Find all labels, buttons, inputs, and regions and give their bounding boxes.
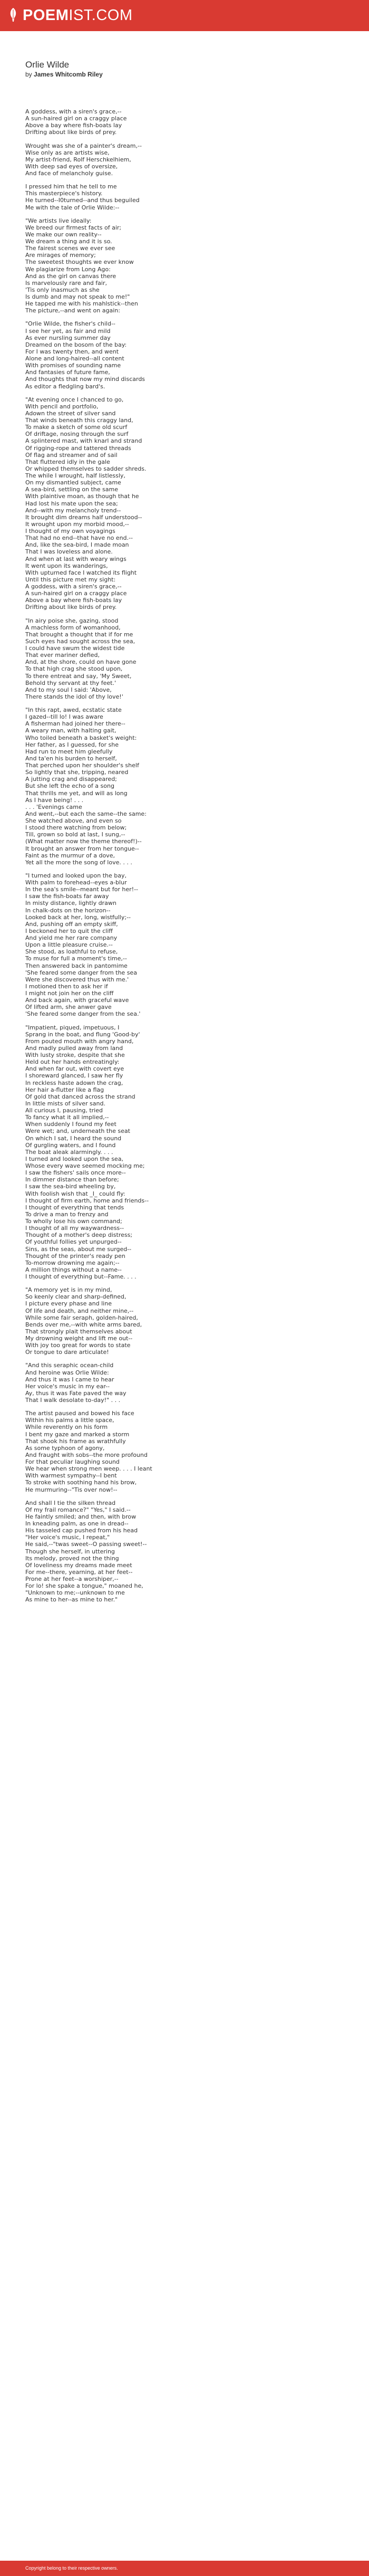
poem-line: To that high crag she stood upon, bbox=[25, 665, 123, 673]
poem-line: I picture every phase and line bbox=[25, 1300, 112, 1308]
copyright-notice: Copyright belong to their respective owners. bbox=[25, 2565, 118, 2571]
poem-line: Of gold that danced across the strand bbox=[25, 1093, 135, 1100]
poem-line: "I turned and looked upon the bay, bbox=[25, 872, 127, 879]
poem-byline bbox=[25, 71, 103, 79]
poem-line: For lo! she spake a tongue," moaned he, bbox=[25, 1582, 143, 1590]
stanza bbox=[25, 1410, 352, 1493]
poem-line: Of lifted arm, she anwer gave bbox=[25, 1004, 112, 1011]
poem-line: A weary man, with halting gait, bbox=[25, 727, 116, 734]
poem-line: The picture,--and went on again: bbox=[25, 307, 120, 314]
poem-line: A sun-haired girl on a craggy place bbox=[25, 590, 127, 597]
poem-line: (What matter now the theme thereof!)-- bbox=[25, 838, 142, 845]
poem-line: A splintered mast, with knarl and strand bbox=[25, 437, 142, 445]
poem-line: "We artists live ideally: bbox=[25, 217, 92, 224]
poem-line: I thought of all my waywardness-- bbox=[25, 1225, 124, 1232]
poem-line: I thought of my own voyagings bbox=[25, 528, 115, 535]
poem-line: He turned--I0turned--and thus beguiled bbox=[25, 197, 140, 204]
poem-line: I saw the fish-boats far away bbox=[25, 893, 109, 900]
poem-line: Of life and death, and neither mine,-- bbox=[25, 1307, 134, 1314]
poem-line: I bent my gaze and marked a storm bbox=[25, 1430, 130, 1438]
poem-line: And shall I tie the silken thread bbox=[25, 1499, 116, 1506]
poem-line: Who toiled beneath a basket's weight: bbox=[25, 734, 137, 741]
poem-line: I beckoned her to quit the cliff bbox=[25, 927, 113, 934]
logo-text-bold: POEM bbox=[23, 7, 69, 24]
poem-line: Faint as the murmur of a dove, bbox=[25, 852, 115, 859]
poem-line: To there entreat and say, 'My Sweet, bbox=[25, 672, 132, 680]
poem-line: And thus it was I came to hear bbox=[25, 1376, 114, 1383]
stanza bbox=[25, 108, 352, 136]
poem-line: I might not join her on the cliff bbox=[25, 990, 114, 997]
poem-line: He faintly smiled; and then, with brow bbox=[25, 1513, 137, 1520]
poem-line: "Impatient, piqued, impetuous, I bbox=[25, 1024, 120, 1031]
poem-line: We make our own reality-- bbox=[25, 231, 102, 238]
poem-line: Thought of a mother's deep distress; bbox=[25, 1232, 133, 1239]
poem-line: Above a bay where fish-boats lay bbox=[25, 597, 122, 604]
poem-line: As ever nursling summer day bbox=[25, 334, 111, 341]
poem-line: I thought of everything that tends bbox=[25, 1204, 124, 1211]
poem-line: And, like the sea-bird, I made moan bbox=[25, 541, 129, 549]
poem-line: On my dismantled subject, came bbox=[25, 479, 121, 486]
poem-line: Wise only as are artists wise, bbox=[25, 149, 110, 156]
stanza-gap bbox=[25, 866, 352, 872]
poem-line: And back again, with graceful wave bbox=[25, 997, 129, 1004]
poem-line: Though she herself, in uttering bbox=[25, 1548, 115, 1555]
poem-line: My artist-friend, Rolf Herschkelhiem, bbox=[25, 156, 131, 163]
stanza bbox=[25, 1362, 352, 1404]
stanza bbox=[25, 142, 352, 177]
stanza bbox=[25, 1286, 352, 1356]
stanza bbox=[25, 707, 352, 866]
poem-line: That fluttered idly in the gale bbox=[25, 458, 110, 465]
author-link[interactable]: James Whitcomb Riley bbox=[34, 71, 103, 78]
poem-line: "Her voice's music, I repeat," bbox=[25, 1534, 110, 1541]
poem-line: Within his palms a little space, bbox=[25, 1417, 114, 1424]
poem-line: It brought dim dreams half understood-- bbox=[25, 513, 142, 521]
poem-line: Had lost his mate upon the sea; bbox=[25, 500, 118, 507]
poem-line: "A memory yet is in my mind, bbox=[25, 1286, 112, 1294]
poem-line: Until this picture met my sight: bbox=[25, 576, 116, 583]
poem-line: And to my soul I said: 'Above, bbox=[25, 686, 112, 693]
poem-line: A million things without a name-- bbox=[25, 1266, 122, 1273]
byline-prefix: by bbox=[25, 71, 32, 78]
poem-line: The fairest scenes we ever see bbox=[25, 245, 115, 252]
poem-line: On which I sat, I heard the sound bbox=[25, 1134, 122, 1142]
stanza-gap bbox=[25, 700, 352, 707]
poem-line: She watched above, and even so bbox=[25, 817, 122, 824]
poem-line: We breed our firmest facts of air; bbox=[25, 224, 122, 231]
poem-line: Held out her hands entreatingly: bbox=[25, 1058, 120, 1066]
stanza-gap bbox=[25, 1404, 352, 1410]
poem-line: Or whipped themselves to sadder shreds. bbox=[25, 465, 147, 472]
poem-line: Till, grown so bold at last, I sung,-- bbox=[25, 831, 125, 838]
poem-line: For me--there, yearning, at her feet-- bbox=[25, 1568, 133, 1576]
poem-line: So lightly that she, tripping, neared bbox=[25, 769, 129, 776]
poem-line: In kneading palm, as one in dread-- bbox=[25, 1520, 129, 1527]
poem-line: For that peculiar laughing sound bbox=[25, 1458, 120, 1465]
poem-line: With warmest sympathy--I bent bbox=[25, 1472, 117, 1480]
poem-line: To-morrow drowning me again;-- bbox=[25, 1259, 120, 1266]
poem-line: Adown the street of silver sand bbox=[25, 409, 116, 417]
poem-line: There stands the idol of thy love!' bbox=[25, 693, 123, 700]
poem-line: And yield me her rare company bbox=[25, 934, 118, 941]
poem-line: I saw the fishers' sails once more-- bbox=[25, 1169, 126, 1177]
poem-line: That perched upon her shoulder's shelf bbox=[25, 762, 139, 769]
poem-line: I gazed--till lo! I was aware bbox=[25, 713, 103, 721]
poem-line: And as the girl on canvas there bbox=[25, 272, 116, 280]
poem-line: Sins, as the seas, about me surged-- bbox=[25, 1245, 132, 1253]
stanza bbox=[25, 1500, 352, 1604]
poem-line: The sweetest thoughts we ever know bbox=[25, 259, 134, 266]
stanza bbox=[25, 396, 352, 611]
poem-line: To drive a man to frenzy and bbox=[25, 1210, 109, 1218]
poem-line: I motioned then to ask her if bbox=[25, 982, 108, 990]
poem-line: "In airy poise she, gazing, stood bbox=[25, 617, 119, 624]
poem-line: All curious I, pausing, tried bbox=[25, 1107, 103, 1114]
poem-line: And fantasies of future fame, bbox=[25, 369, 110, 376]
stanza-gap bbox=[25, 390, 352, 396]
poem-line: I stood there watching from below; bbox=[25, 824, 127, 832]
poem-line: I see her yet, as fair and mild bbox=[25, 327, 111, 335]
poem-line: And when far out, with covert eye bbox=[25, 1065, 124, 1073]
poem-line: Of rigging-rope and tattered threads bbox=[25, 444, 131, 452]
poem-line: With lusty stroke, despite that she bbox=[25, 1052, 125, 1058]
logo-text bbox=[23, 7, 133, 23]
poem-line: Of flag and streamer and of sail bbox=[25, 451, 118, 459]
poem-line: The while I wrought, half listlessly, bbox=[25, 472, 125, 479]
poem-line: And went,--but each the same--the same: bbox=[25, 810, 147, 817]
poem-line: With upturned face I watched its flight bbox=[25, 569, 137, 576]
poem-line: It wrought upon my morbid mood,-- bbox=[25, 520, 129, 528]
poem-line: Drifting about like birds of prey. bbox=[25, 129, 117, 136]
poem-line: My drowning weight and lift me out-- bbox=[25, 1335, 133, 1342]
poem-line: Of gurgling waters, and I found bbox=[25, 1141, 116, 1149]
stanza bbox=[25, 320, 352, 389]
poem-line: And when at last with weary wings bbox=[25, 555, 127, 562]
poem-line: To stroke with soothing hand his brow, bbox=[25, 1479, 137, 1486]
poem-line: Behold thy servant at thy feet.' bbox=[25, 679, 116, 686]
poem-line: In misty distance, lightly drawn bbox=[25, 900, 116, 907]
poem-line: Wrought was she of a painter's dream,-- bbox=[25, 142, 142, 149]
poem-line: Her father, as I guessed, for she bbox=[25, 741, 119, 748]
poem-line: As some typhoon of agony, bbox=[25, 1444, 105, 1452]
poem-line: "And this seraphic ocean-child bbox=[25, 1362, 114, 1369]
poem-line: Of youthful follies yet unpurged-- bbox=[25, 1238, 122, 1246]
poem-line: Of driftage, nosing through the surf bbox=[25, 431, 129, 438]
poem-line: He murmuring--"Tis over now!-- bbox=[25, 1486, 118, 1493]
poem-line: That I was loveless and alone. bbox=[25, 548, 113, 556]
poem-line: He said,--"twas sweet--O passing sweet!-- bbox=[25, 1541, 147, 1548]
poem-line: With promises of sounding name bbox=[25, 362, 121, 369]
poem-line: And thoughts that now my mind discards bbox=[25, 376, 145, 383]
poem-line: And ta'en his burden to herself, bbox=[25, 755, 117, 762]
poem-line: We plagiarize from Long Ago: bbox=[25, 265, 111, 273]
poem-line: This masterpiece's history. bbox=[25, 190, 103, 197]
poem-line: And--with my melancholy trend-- bbox=[25, 507, 121, 514]
poem-line: In reckless haste adown the crag, bbox=[25, 1079, 123, 1086]
poem-line: Of loveliness my dreams made meet bbox=[25, 1561, 132, 1569]
poem-line: As mine to her--as mine to her." bbox=[25, 1596, 118, 1604]
poem-line: It brought an answer from her tongue-- bbox=[25, 845, 139, 852]
poem-line: In little mists of silver sand. bbox=[25, 1100, 105, 1107]
poem-line: "At evening once I chanced to go, bbox=[25, 396, 124, 403]
poem-line: Bends over me,--with white arms bared, bbox=[25, 1321, 142, 1328]
poem-line: The boat aleak alarmingly. . . . bbox=[25, 1148, 113, 1156]
poem-line: Then answered back in pantomime bbox=[25, 962, 128, 969]
poem-line: With plaintive moan, as though that he bbox=[25, 493, 139, 500]
poem-line: "Orlie Wilde, the fisher's child-- bbox=[25, 320, 115, 328]
poem-line: That I walk desolate to-day!" . . . bbox=[25, 1397, 121, 1404]
poem-line: In dimmer distance than before; bbox=[25, 1176, 119, 1184]
logo-text-light: IST.COM bbox=[69, 7, 133, 24]
poem-line: Dreamed on the bosom of the bay: bbox=[25, 341, 127, 348]
poem-line: To muse for full a moment's time,-- bbox=[25, 955, 127, 962]
poem-line: That strongly plait themselves about bbox=[25, 1328, 132, 1335]
poem-line: And face of melancholy guise. bbox=[25, 170, 113, 177]
stanza bbox=[25, 617, 352, 701]
stanza-gap bbox=[25, 177, 352, 183]
poem-line: A sun-haired girl on a craggy place bbox=[25, 115, 127, 122]
poem-line: Sprang in the boat, and flung 'Good-by' bbox=[25, 1031, 140, 1038]
poem-line: Her voice's music in my ear-- bbox=[25, 1382, 110, 1390]
poem-line: I could have swum the widest tide bbox=[25, 645, 125, 652]
poem-line: That had no end--that have no end.-- bbox=[25, 535, 133, 542]
poem-line: Had run to meet him gleefully bbox=[25, 748, 113, 755]
poem-line: With pencil and portfolio, bbox=[25, 403, 99, 410]
site-logo[interactable] bbox=[8, 7, 133, 23]
poem-line: That winds beneath this craggy land, bbox=[25, 417, 133, 424]
poem-line: "Unknown to me;--unknown to me bbox=[25, 1589, 125, 1597]
poem-line: When suddenly I found my feet bbox=[25, 1121, 116, 1128]
poem-line: From pouted mouth with angry hand, bbox=[25, 1037, 134, 1045]
poem-line: . . . 'Evenings came bbox=[25, 803, 82, 810]
poem-line: A goddess, with a siren's grace,-- bbox=[25, 583, 122, 590]
poem-line: Upon a little pleasure cruise.-- bbox=[25, 941, 113, 949]
poem-line: I saw the sea-bird wheeling by, bbox=[25, 1183, 116, 1190]
poem-line: That shook his frame as wrathfully bbox=[25, 1437, 126, 1445]
poem-line: 'She feared some danger from the sea bbox=[25, 969, 137, 976]
stanza-gap bbox=[25, 314, 352, 320]
poem-body bbox=[25, 108, 352, 1604]
poem-line: With deep sad eyes of oversize, bbox=[25, 163, 118, 170]
feather-pen-icon bbox=[8, 7, 18, 23]
site-footer bbox=[0, 2561, 369, 2576]
stanza bbox=[25, 217, 352, 314]
poem-line: 'She feared some danger from the sea.' bbox=[25, 1010, 141, 1018]
poem-line: Are mirages of memory; bbox=[25, 252, 96, 259]
poem-line: A goddess, with a siren's grace,-- bbox=[25, 108, 122, 115]
poem-line: Thought of the printer's ready pen bbox=[25, 1252, 125, 1260]
stanza-gap bbox=[25, 1493, 352, 1500]
poem-line: A machless form of womanhood, bbox=[25, 624, 121, 631]
poem-line: Drifting about like birds of prey. bbox=[25, 604, 117, 611]
poem-line: And fraught with sobs--the more profound bbox=[25, 1451, 148, 1458]
poem-line: Or tongue to dare articulate! bbox=[25, 1349, 109, 1356]
poem-line: To wholly lose his own command; bbox=[25, 1218, 122, 1225]
poem-line: In the sea's smile--meant but for her!-- bbox=[25, 886, 139, 893]
poem-line: A fisherman had joined her there-- bbox=[25, 720, 125, 728]
poem-line: Prone at her feet--a worshiper,-- bbox=[25, 1576, 119, 1582]
poem-line: With joy too great for words to state bbox=[25, 1342, 131, 1349]
poem-line: He tapped me with his mahlstick--then bbox=[25, 300, 138, 308]
stanza-gap bbox=[25, 611, 352, 617]
poem-title: Orlie Wilde bbox=[25, 60, 70, 70]
poem-line: I turned and looked upon the sea, bbox=[25, 1155, 123, 1162]
poem-line: Alone and long-haired--all content bbox=[25, 355, 124, 362]
poem-line: His tasseled cap pushed from his head bbox=[25, 1527, 138, 1534]
poem-line: To fancy what it all implied,-- bbox=[25, 1114, 109, 1121]
poem-line: "In this rapt, awed, ecstatic state bbox=[25, 707, 122, 713]
poem-line: While some fair seraph, golden-haired, bbox=[25, 1314, 138, 1321]
poem-line: With palm to forehead--eyes a-blur bbox=[25, 879, 127, 886]
stanza bbox=[25, 872, 352, 1018]
poem-line: I pressed him that he tell to me bbox=[25, 183, 117, 190]
stanza-gap bbox=[25, 211, 352, 217]
stanza-gap bbox=[25, 136, 352, 142]
poem-line: Is dumb and may not speak to me!" bbox=[25, 293, 130, 300]
poem-line: And madly pulled away from land bbox=[25, 1044, 123, 1052]
stanza bbox=[25, 183, 352, 211]
poem-line: That brought a thought that if for me bbox=[25, 631, 133, 638]
stanza-gap bbox=[25, 1280, 352, 1286]
poem-line: That thrills me yet, and will as long bbox=[25, 789, 128, 797]
poem-line: The artist paused and bowed his face bbox=[25, 1410, 134, 1417]
poem-line: Its melody, proved not the thing bbox=[25, 1554, 119, 1562]
poem-line: As editor a fledgling bard's. bbox=[25, 383, 105, 390]
poem-line: I thought of firm earth, home and friends-- bbox=[25, 1197, 149, 1204]
poem-line: A sea-bird, settling on the same bbox=[25, 486, 118, 493]
poem-line: Were she discovered thus with me.' bbox=[25, 976, 129, 983]
poem-line: As I have being! . . . bbox=[25, 796, 84, 804]
stanza-gap bbox=[25, 1018, 352, 1024]
poem-line: We dream a thing and it is so. bbox=[25, 238, 112, 245]
poem-line: For I was twenty then, and went bbox=[25, 348, 119, 355]
poem-line: Looked back at her, long, wistfully;-- bbox=[25, 913, 131, 921]
poem-line: A jutting crag and disappeared; bbox=[25, 776, 117, 783]
poem-line: Of my frail romance?" "Yes," I said.-- bbox=[25, 1506, 131, 1513]
poem-line: And, pushing off an empty skiff, bbox=[25, 920, 118, 928]
poem-line: 'Tis only inasmuch as she bbox=[25, 286, 100, 293]
poem-line: While reverently on his form bbox=[25, 1424, 108, 1431]
poem-line: Me with the tale of Orlie Wilde:-- bbox=[25, 204, 120, 211]
poem-line: Is marvelously rare and fair, bbox=[25, 279, 107, 287]
poem-line: Ay, thus it was Fate paved the way bbox=[25, 1389, 127, 1397]
poem-line: Her hair a-flutter like a flag bbox=[25, 1086, 104, 1093]
poem-line: Yet all the more the song of love. . . . bbox=[25, 858, 132, 866]
poem-line: I thought of everything but--Fame. . . . bbox=[25, 1273, 137, 1280]
poem-line: She stood, as loathful to refuse, bbox=[25, 948, 118, 956]
poem-line: And heroine was Orlie Wilde: bbox=[25, 1369, 109, 1376]
poem-line: Were wet; and, underneath the seat bbox=[25, 1128, 130, 1135]
poem-line: But she left the echo of a song bbox=[25, 783, 114, 790]
poem-line: I shoreward glanced, I saw her fly bbox=[25, 1072, 123, 1080]
poem-line: Above a bay where fish-boats lay bbox=[25, 122, 122, 129]
poem-line: To make a sketch of some old scurf bbox=[25, 424, 128, 431]
poem-line: Such eyes had sought across the sea, bbox=[25, 637, 135, 645]
stanza bbox=[25, 1024, 352, 1281]
poem-line: And, at the shore, could on have gone bbox=[25, 659, 137, 666]
site-header bbox=[0, 0, 369, 31]
poem-line: Whose every wave seemed mocking me; bbox=[25, 1162, 145, 1169]
poem-line: It went upon its wanderings, bbox=[25, 562, 108, 569]
poem-line: In chalk-dots on the horizon-- bbox=[25, 907, 111, 914]
poem-line: So keenly clear and sharp-defined, bbox=[25, 1293, 127, 1301]
stanza-gap bbox=[25, 1356, 352, 1362]
poem-line: With foolish wish that _I_ could fly: bbox=[25, 1190, 125, 1197]
poem-line: We hear when strong men weep. . . . I leant bbox=[25, 1465, 152, 1473]
poem-line: That ever mariner defied, bbox=[25, 652, 100, 659]
